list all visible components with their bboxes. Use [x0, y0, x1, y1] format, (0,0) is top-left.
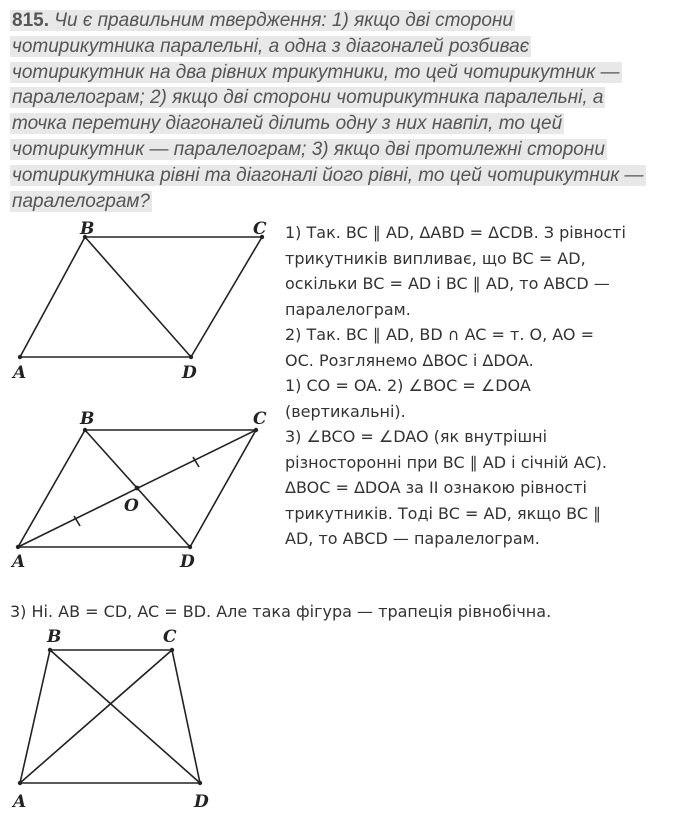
answer-line: AD, то ABCD — паралелограм.: [285, 529, 540, 548]
answer-line: (вертикальні).: [285, 401, 406, 421]
figure-trapezoid: [0, 625, 230, 820]
answer-line: OC. Розглянемо ΔBOC і ΔDOA.: [285, 350, 534, 370]
vertex-label-d: D: [180, 552, 195, 572]
vertex-label-a: A: [13, 363, 27, 383]
vertex-label-d: D: [182, 363, 197, 383]
question-line: чотирикутник — паралелограм; 3) якщо дві протилежні сторони: [12, 138, 605, 160]
vertex-label-b: B: [80, 219, 95, 239]
answer-line: 1) CO = OA. 2) ∠BOC = ∠DOA: [285, 376, 531, 395]
question-line: точка перетину діагоналей ділить одну з них навпіл, то цей: [12, 113, 563, 135]
question-line: чотирикутник на два рівних трикутники, то цей чотирикутник —: [12, 61, 620, 83]
problem-number: 815.: [12, 10, 49, 31]
answer-line: трикутників. Тоді BC = AD, якщо BC ∥: [285, 503, 602, 523]
answer-line: 2) Так. BC ∥ AD, BD ∩ AC = т. O, AO =: [285, 325, 594, 344]
point-label-o: O: [124, 496, 139, 516]
question-line: чотирикутника рівні та діагоналі його рівні, то цей чотирикутник —: [12, 164, 644, 186]
question-line: чотирикутника паралельні, а одна з діагоналей розбиває: [12, 35, 530, 57]
vertex-label-b: B: [80, 409, 95, 429]
answer-line: оскільки BC = AD і BC ∥ AD, то ABCD —: [285, 274, 610, 293]
question-block: [10, 8, 685, 214]
vertex-label-b: B: [47, 627, 62, 647]
answer-3: 3) Ні. AB = CD, AC = BD. Але така фігура — трапеція рівнобічна.: [10, 602, 552, 621]
answer-block: [285, 220, 695, 552]
vertex-label-c: C: [163, 627, 177, 647]
answer-line: трикутників випливає, що BC = AD,: [285, 248, 586, 268]
vertex-label-c: C: [253, 409, 267, 429]
answer-line: 3) ∠BCO = ∠DAO (як внутрішні: [285, 427, 548, 446]
answer-line: ΔBOC = ΔDOA за II ознакою рівності: [285, 478, 587, 497]
figure-parallelogram-1: [0, 215, 285, 385]
question-line: паралелограм?: [12, 190, 150, 212]
vertex-label-d: D: [194, 792, 209, 812]
answer-line: 1) Так. BC ∥ AD, ΔABD = ΔCDB. З рівності: [285, 223, 626, 242]
answer-line: паралелограм.: [285, 299, 411, 319]
vertex-label-a: A: [12, 552, 26, 572]
figure-parallelogram-2: [0, 405, 285, 575]
vertex-label-a: A: [13, 792, 27, 812]
vertex-label-c: C: [253, 219, 267, 239]
question-line: паралелограм; 2) якщо дві сторони чотирикутника паралельні, а: [12, 87, 604, 109]
answer-line: різносторонні при BC ∥ AD і січній AC).: [285, 452, 607, 472]
question-line: 815. Чи є правильним твердження: 1) якщо дві сторони: [12, 10, 513, 31]
